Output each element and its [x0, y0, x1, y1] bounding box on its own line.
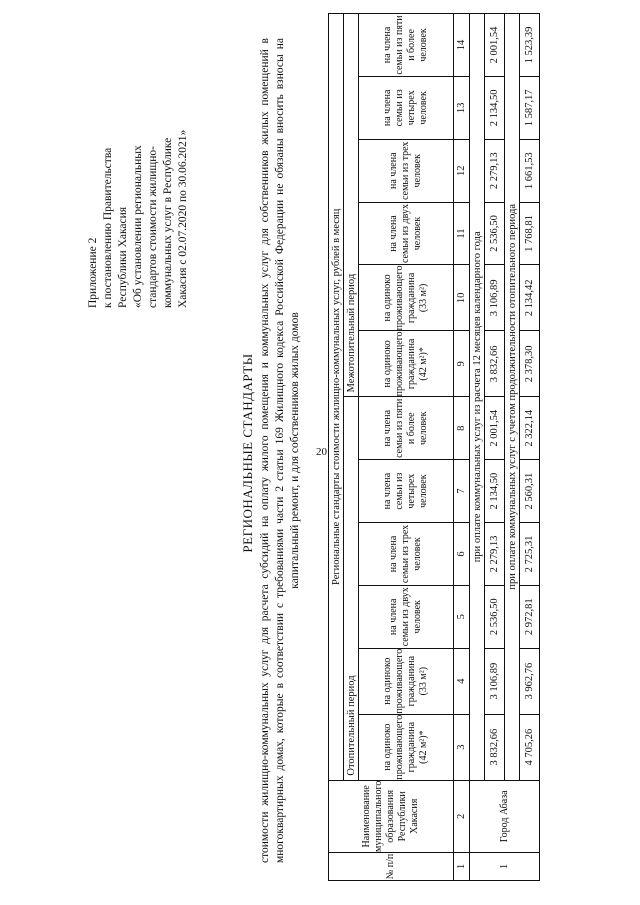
column-number: 10: [454, 265, 470, 331]
sub-header: на члена семьи из четырех человек: [359, 76, 454, 139]
row-number: 1: [470, 852, 540, 880]
appendix-line: к постановлению Правительства: [102, 147, 114, 308]
value-cell: 2 322,14: [520, 397, 540, 460]
value-cell: 2 560,31: [520, 460, 540, 523]
sub-header: на члена семьи из трех человек: [359, 139, 454, 202]
value-cell: 2 134,42: [520, 265, 540, 331]
document-title: РЕГИОНАЛЬНЫЕ СТАНДАРТЫ: [240, 353, 255, 553]
value-cell: 2 001,54: [485, 14, 505, 77]
value-cell: 1 587,17: [520, 76, 540, 139]
value-cell: 2 279,13: [485, 139, 505, 202]
value-cell: 2 972,81: [520, 585, 540, 648]
appendix-line: Приложение 2: [87, 237, 99, 308]
column-number: 3: [454, 714, 470, 780]
column-number: 8: [454, 397, 470, 460]
column-number: 12: [454, 139, 470, 202]
section-12-months: при оплате коммунальных услуг из расчета 12 месяцев календарного года: [470, 14, 485, 781]
appendix-line: «Об установлении региональных: [132, 145, 144, 308]
value-cell: 2 536,50: [485, 585, 505, 648]
row-municipality: Город Абаза: [470, 780, 540, 852]
value-cell: 4 705,26: [520, 714, 540, 780]
column-number: 11: [454, 202, 470, 265]
value-cell: 1 768,81: [520, 202, 540, 265]
header-interheating-period: Межотопительный период: [344, 14, 359, 397]
sub-header: на члена семьи из трех человек: [359, 523, 454, 586]
sub-header: на одиноко проживающего гражданина (33 м²): [359, 648, 454, 714]
page-number: 20: [316, 446, 327, 458]
value-cell: 2 536,50: [485, 202, 505, 265]
header-group: Региональные стандарты стоимости жилищно-коммунальных услуг, рублей в месяц: [329, 14, 344, 781]
value-cell: 2 134,50: [485, 76, 505, 139]
value-cell: 2 001,54: [485, 397, 505, 460]
sub-header: на члена семьи из пяти и более человек: [359, 397, 454, 460]
column-number: 14: [454, 14, 470, 77]
value-cell: 2 725,31: [520, 523, 540, 586]
value-cell: 2 378,30: [520, 331, 540, 397]
value-cell: 3 962,76: [520, 648, 540, 714]
sub-header: на члена семьи из двух человек: [359, 585, 454, 648]
appendix-line: Хакасия с 02.07.2020 по 30.06.2021»: [177, 129, 189, 308]
column-number: 13: [454, 76, 470, 139]
column-number: 9: [454, 331, 470, 397]
value-cell: 3 832,66: [485, 331, 505, 397]
header-municipality: Наименование муниципального образования Республики Хакасия: [329, 780, 454, 852]
sub-header: на одиноко проживающего гражданина (42 м²)*: [359, 331, 454, 397]
appendix-line: стандартов стоимости жилищно-: [147, 146, 159, 308]
appendix-line: коммунальных услуг в Республике: [162, 137, 174, 308]
header-heating-period: Отопительный период: [344, 397, 359, 780]
column-number: 1: [454, 852, 470, 880]
appendix-block: [86, 18, 191, 308]
rotated-page: [10, 13, 630, 893]
column-number: 7: [454, 460, 470, 523]
sub-header: на члена семьи из пяти и более человек: [359, 14, 454, 77]
sub-header: на члена семьи из двух человек: [359, 202, 454, 265]
standards-table: [328, 13, 540, 881]
value-cell: 3 106,89: [485, 265, 505, 331]
value-cell: 2 279,13: [485, 523, 505, 586]
sub-header: на члена семьи из четырех человек: [359, 460, 454, 523]
value-cell: 3 832,66: [485, 714, 505, 780]
column-number: 5: [454, 585, 470, 648]
value-cell: 3 106,89: [485, 648, 505, 714]
sub-header: на одиноко проживающего гражданина (42 м²)*: [359, 714, 454, 780]
sub-header: на одиноко проживающего гражданина (33 м²): [359, 265, 454, 331]
column-number: 6: [454, 523, 470, 586]
column-number: 4: [454, 648, 470, 714]
header-row-number: № п/п: [329, 852, 454, 880]
section-heating: при оплате коммунальных услуг с учетом продолжительности отопительного периода: [505, 14, 520, 781]
column-number: 2: [454, 780, 470, 852]
document-subtitle: стоимости жилищно-коммунальных услуг для расчета субсидий на оплату жилого помещения и коммунальных услуг для собственников жилых помещений в многоквартирных домах, которые в соответствии с требованиями части 2 статьи 169 Жилищного кодекса Российской Федерации не обязаны вносить взносы на капитальный ремонт, и для собственников жилых домов: [259, 38, 301, 863]
value-cell: 2 134,50: [485, 460, 505, 523]
value-cell: 1 523,39: [520, 14, 540, 77]
value-cell: 1 661,53: [520, 139, 540, 202]
appendix-line: Республики Хакасия: [117, 206, 129, 308]
